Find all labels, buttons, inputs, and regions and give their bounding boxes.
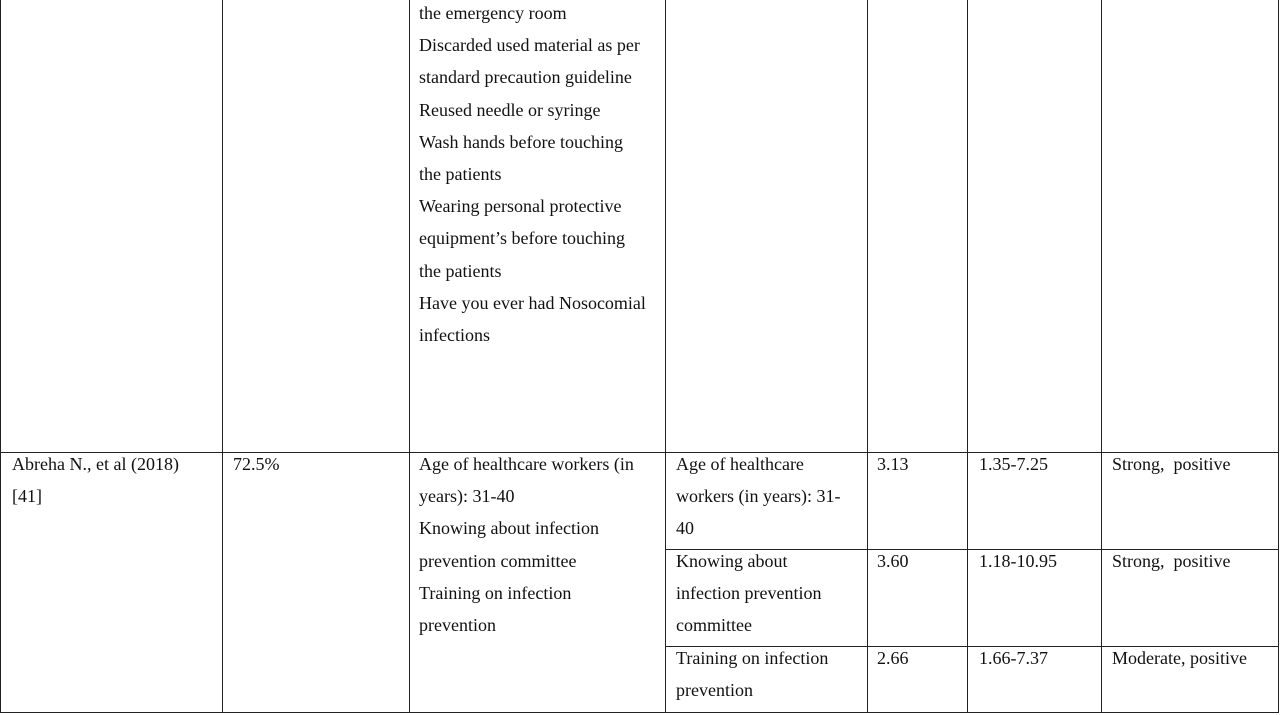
prevalence-value: 72.5% — [233, 454, 280, 474]
factor-line: Reused needle or syringe — [419, 99, 601, 120]
ci-value: 1.35-7.25 — [979, 454, 1048, 474]
column-divider — [967, 0, 968, 713]
factor-line: Training on infection — [676, 648, 829, 668]
factor-line: Have you ever had Nosocomial — [419, 292, 646, 313]
author-cell — [12, 448, 179, 512]
factor-line: years): 31-40 — [419, 486, 515, 507]
factor-line: workers (in years): 31- — [676, 486, 841, 507]
column-divider — [665, 0, 666, 713]
factor-line: 40 — [676, 518, 694, 539]
factor-line: Knowing about — [676, 551, 788, 571]
factor-line: the patients — [419, 260, 502, 281]
column-divider — [222, 0, 223, 713]
row-divider — [0, 452, 1279, 453]
factor-line: standard precaution guideline — [419, 67, 632, 88]
factor-line: the patients — [419, 163, 502, 184]
factor-line: Age of healthcare workers (in — [419, 454, 634, 474]
factor-line: prevention — [419, 614, 496, 635]
significant-factor-cell — [676, 642, 828, 706]
prevalence-cell — [233, 448, 280, 480]
factor-line: Wash hands before touching — [419, 131, 623, 152]
author-line: [41] — [12, 486, 42, 507]
author-line: Abreha N., et al (2018) — [12, 454, 179, 474]
association-value: Moderate, positive — [1112, 648, 1247, 668]
factor-line: Knowing about infection — [419, 518, 599, 539]
significant-factor-cell — [676, 545, 821, 642]
column-divider — [1101, 0, 1102, 713]
column-divider — [867, 0, 868, 713]
factors-cell — [419, 448, 634, 641]
factor-line: equipment’s before touching — [419, 228, 625, 249]
factor-line: the emergency room — [419, 3, 567, 23]
factor-line: prevention committee — [419, 550, 577, 571]
factor-line: infection prevention — [676, 583, 822, 604]
aor-value: 2.66 — [877, 648, 909, 668]
column-divider — [409, 0, 410, 713]
factor-line: Wearing personal protective — [419, 196, 622, 217]
factors-cell — [419, 0, 646, 351]
factor-line: Training on infection — [419, 582, 572, 603]
aor-value: 3.13 — [877, 454, 909, 474]
factor-line: Discarded used material as per — [419, 35, 640, 56]
ci-value: 1.66-7.37 — [979, 648, 1048, 668]
association-value: Strong, positive — [1112, 551, 1231, 571]
aor-value: 3.60 — [877, 551, 909, 571]
factor-line: committee — [676, 615, 752, 636]
column-divider — [1278, 0, 1279, 713]
factor-line: infections — [419, 324, 490, 345]
factor-line: prevention — [676, 680, 753, 701]
row-divider — [0, 712, 1279, 713]
significant-factor-cell — [676, 448, 840, 545]
association-value: Strong, positive — [1112, 454, 1231, 474]
factor-line: Age of healthcare — [676, 454, 804, 474]
column-divider — [0, 0, 1, 713]
ci-value: 1.18-10.95 — [979, 551, 1057, 571]
